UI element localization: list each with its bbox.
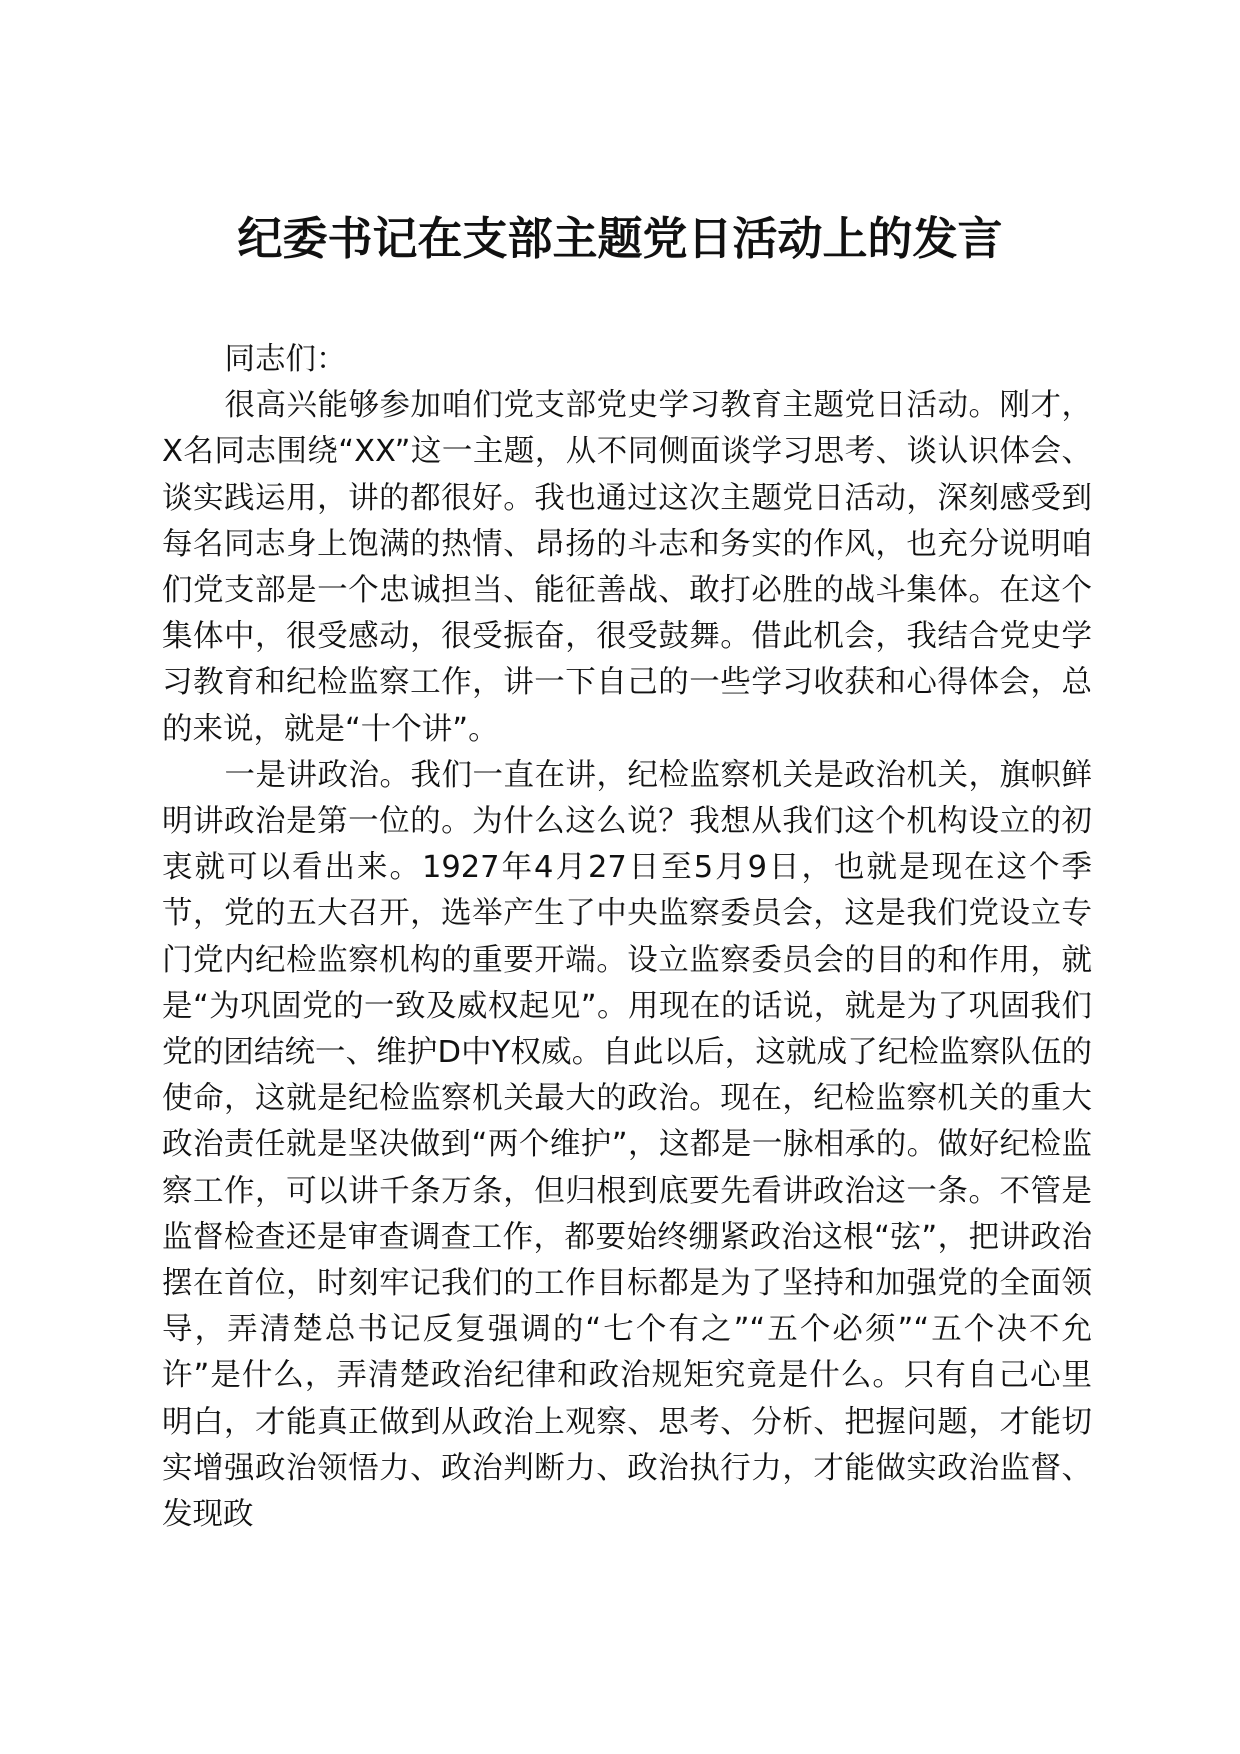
- document-body: [162, 337, 1092, 1538]
- salutation-paragraph: 同志们：: [224, 342, 347, 377]
- politics-paragraph: 一是讲政治。我们一直在讲，纪检监察机关是政治机关，旗帜鲜明讲政治是第一位的。为什么这么说？我想从我们这个机构设立的初衷就可以看出来。1927年4月27日至5月9日，也就是现在这个季节，党的五大召开，选举产生了中央监察委员会，这是我们党设立专门党内纪检监察机构的重要开端。设立监察委员会的目的和作用，就是“为巩固党的一致及威权起见”。用现在的话说，就是为了巩固我们党的团结统一、维护D中Y权威。自此以后，这就成了纪检监察队伍的使命，这就是纪检监察机关最大的政治。现在，纪检监察机关的重大政治责任就是坚决做到“两个维护”，这都是一脉相承的。做好纪检监察工作，可以讲千条万条，但归根到底要先看讲政治这一条。不管是监督检查还是审查调查工作，都要始终绷紧政治这根“弦”，把讲政治摆在首位，时刻牢记我们的工作目标都是为了坚持和加强党的全面领导，弄清楚总书记反复强调的“七个有之”“五个必须”“五个决不允许”是什么，弄清楚政治纪律和政治规矩究竟是什么。只有自己心里明白，才能真正做到从政治上观察、思考、分析、把握问题，才能切实增强政治领悟力、政治判断力、政治执行力，才能做实政治监督、发现政: [162, 757, 1092, 1533]
- opening-paragraph: 很高兴能够参加咱们党支部党史学习教育主题党日活动。刚才，X名同志围绕“XX”这一主题，从不同侧面谈学习思考、谈认识体会、谈实践运用，讲的都很好。我也通过这次主题党日活动，深刻感受到每名同志身上饱满的热情、昂扬的斗志和务实的作风，也充分说明咱们党支部是一个忠诚担当、能征善战、敢打必胜的战斗集体。在这个集体中，很受感动，很受振奋，很受鼓舞。借此机会，我结合党史学习教育和纪检监察工作，讲一下自己的一些学习收获和心得体会，总的来说，就是“十个讲”。: [162, 388, 1092, 747]
- document-title: 纪委书记在支部主题党日活动上的发言: [237, 212, 1003, 265]
